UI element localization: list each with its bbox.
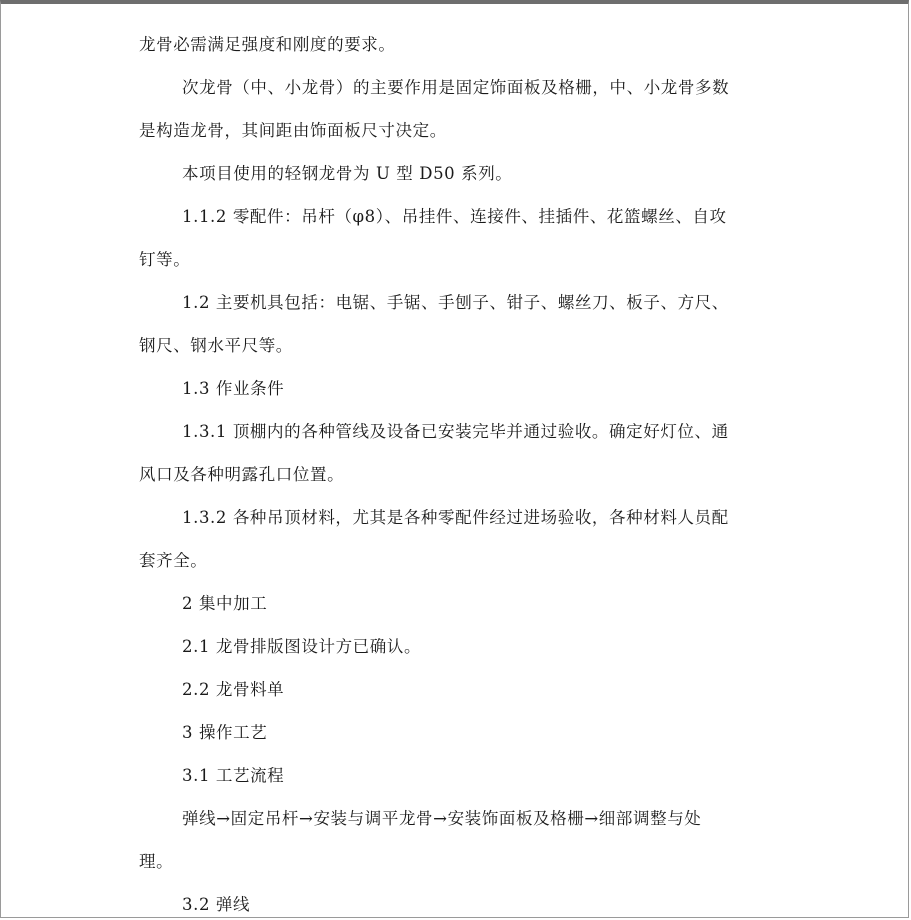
text-line-5: 1.1.2 零配件：吊杆（φ8）、吊挂件、连接件、挂插件、花篮螺丝、自攻 (182, 207, 727, 226)
section-heading-3-2: 3.2 弹线 (182, 895, 251, 914)
document-body (139, 23, 779, 920)
text-line-2: 次龙骨（中、小龙骨）的主要作用是固定饰面板及格栅，中、小龙骨多数 (182, 78, 730, 97)
text-line-20: 理。 (139, 852, 174, 871)
text-line-13: 套齐全。 (139, 551, 208, 570)
process-flow-line: 弹线→固定吊杆→安装与调平龙骨→安装饰面板及格栅→细部调整与处 (182, 809, 702, 828)
section-heading-3: 3 操作工艺 (182, 723, 268, 742)
text-line-6: 钉等。 (139, 250, 191, 269)
text-line-11: 风口及各种明露孔口位置。 (139, 465, 345, 484)
text-line-3: 是构造龙骨，其间距由饰面板尺寸决定。 (139, 121, 447, 140)
text-line-16: 2.2 龙骨料单 (182, 680, 285, 699)
text-line-4: 本项目使用的轻钢龙骨为 U 型 D50 系列。 (182, 164, 513, 183)
text-line-8: 钢尺、钢水平尺等。 (139, 336, 293, 355)
text-line-12: 1.3.2 各种吊顶材料，尤其是各种零配件经过进场验收，各种材料人员配 (182, 508, 729, 527)
text-line-15: 2.1 龙骨排版图设计方已确认。 (182, 637, 422, 656)
text-line-10: 1.3.1 顶棚内的各种管线及设备已安装完毕并通过验收。确定好灯位、通 (182, 422, 729, 441)
section-heading-1-3: 1.3 作业条件 (182, 379, 285, 398)
text-line-1: 龙骨必需满足强度和刚度的要求。 (139, 35, 396, 54)
section-heading-2: 2 集中加工 (182, 594, 268, 613)
section-heading-3-1: 3.1 工艺流程 (182, 766, 285, 785)
text-line-7: 1.2 主要机具包括：电锯、手锯、手刨子、钳子、螺丝刀、板子、方尺、 (182, 293, 729, 312)
